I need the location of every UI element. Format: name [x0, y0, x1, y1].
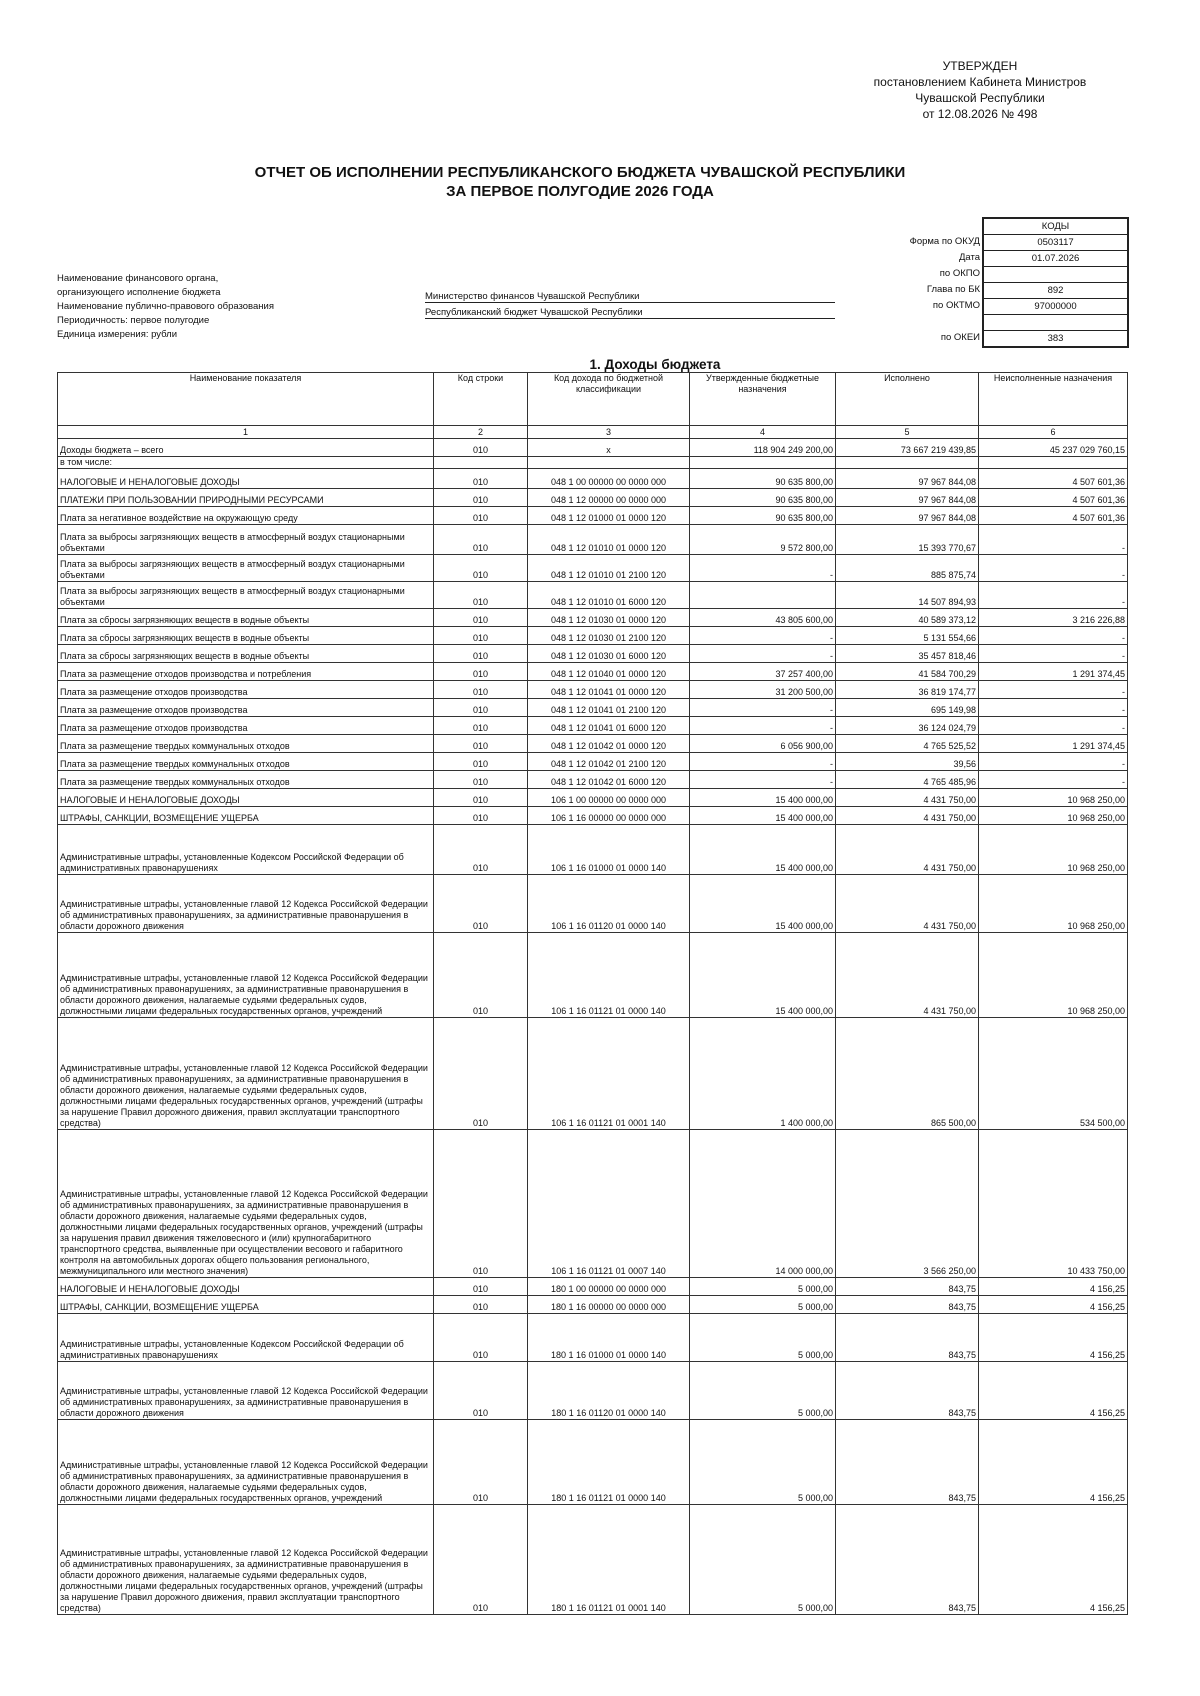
code-label-okei: по ОКЕИ	[940, 332, 980, 343]
row-unexecuted-value: 1 291 374,45	[979, 663, 1128, 681]
table-row	[58, 609, 1128, 627]
row-approved-value: 90 635 800,00	[690, 469, 836, 489]
row-line-code: 010	[434, 1505, 528, 1615]
row-executed-value: 15 393 770,67	[836, 525, 979, 555]
row-indicator-name: Доходы бюджета – всего	[58, 439, 434, 457]
row-executed-value: 3 566 250,00	[836, 1130, 979, 1278]
row-line-code: 010	[434, 717, 528, 735]
row-approved-value: 43 805 600,00	[690, 609, 836, 627]
row-unexecuted-value: 4 507 601,36	[979, 469, 1128, 489]
row-unexecuted-value: 10 968 250,00	[979, 875, 1128, 933]
table-row	[58, 717, 1128, 735]
row-executed-value: 73 667 219 439,85	[836, 439, 979, 457]
row-line-code: 010	[434, 735, 528, 753]
entity-label: Наименование публично-правового образования	[57, 301, 274, 312]
row-unexecuted-value: -	[979, 645, 1128, 663]
entity-value: Республиканский бюджет Чувашской Республики	[425, 307, 835, 319]
row-kbk-code: 048 1 12 01042 01 0000 120	[528, 735, 690, 753]
row-approved-value: 37 257 400,00	[690, 663, 836, 681]
row-indicator-name: Плата за размещение твердых коммунальных отходов	[58, 735, 434, 753]
row-unexecuted-value: 10 968 250,00	[979, 807, 1128, 825]
table-header-row	[58, 373, 1128, 426]
row-indicator-name: ШТРАФЫ, САНКЦИИ, ВОЗМЕЩЕНИЕ УЩЕРБА	[58, 1296, 434, 1314]
row-kbk-code: 106 1 16 01121 01 0000 140	[528, 933, 690, 1018]
row-approved-value	[690, 582, 836, 609]
row-kbk-code: 106 1 16 01000 01 0000 140	[528, 825, 690, 875]
row-kbk-code: 106 1 00 00000 00 0000 000	[528, 789, 690, 807]
row-executed-value: 843,75	[836, 1420, 979, 1505]
row-approved-value: 15 400 000,00	[690, 825, 836, 875]
row-line-code: 010	[434, 645, 528, 663]
row-unexecuted-value: 4 156,25	[979, 1505, 1128, 1615]
row-unexecuted-value: 45 237 029 760,15	[979, 439, 1128, 457]
row-line-code: 010	[434, 489, 528, 507]
row-indicator-name: НАЛОГОВЫЕ И НЕНАЛОГОВЫЕ ДОХОДЫ	[58, 469, 434, 489]
row-executed-value: 36 124 024,79	[836, 717, 979, 735]
col-number: 3	[528, 426, 690, 439]
table-row	[58, 807, 1128, 825]
table-row	[58, 582, 1128, 609]
row-approved-value: 5 000,00	[690, 1296, 836, 1314]
row-executed-value: 885 875,74	[836, 555, 979, 582]
report-title	[80, 163, 1080, 201]
row-indicator-name: Административные штрафы, установленные Кодексом Российской Федерации об административных правонарушениях	[58, 825, 434, 875]
column-numbers-row	[58, 426, 1128, 439]
row-kbk-code: 106 1 16 00000 00 0000 000	[528, 807, 690, 825]
row-kbk-code: 180 1 16 01121 01 0001 140	[528, 1505, 690, 1615]
row-indicator-name: в том числе:	[58, 457, 434, 469]
table-body	[58, 439, 1128, 1615]
row-indicator-name: НАЛОГОВЫЕ И НЕНАЛОГОВЫЕ ДОХОДЫ	[58, 789, 434, 807]
col-number: 2	[434, 426, 528, 439]
row-indicator-name: Плата за сбросы загрязняющих веществ в водные объекты	[58, 645, 434, 663]
unit-label: Единица измерения: рубли	[57, 329, 178, 340]
row-executed-value: 4 431 750,00	[836, 825, 979, 875]
row-approved-value: 14 000 000,00	[690, 1130, 836, 1278]
table-row	[58, 789, 1128, 807]
row-kbk-code: 180 1 16 01000 01 0000 140	[528, 1314, 690, 1362]
row-indicator-name: Плата за размещение отходов производства	[58, 681, 434, 699]
row-approved-value: -	[690, 753, 836, 771]
row-unexecuted-value: -	[979, 555, 1128, 582]
row-executed-value: 97 967 844,08	[836, 489, 979, 507]
header-unexecuted: Неисполненные назначения	[979, 373, 1128, 426]
approval-line-3: Чувашской Республики	[915, 91, 1045, 105]
row-unexecuted-value: 4 156,25	[979, 1420, 1128, 1505]
row-indicator-name: Плата за сбросы загрязняющих веществ в водные объекты	[58, 609, 434, 627]
row-indicator-name: Плата за размещение отходов производства	[58, 699, 434, 717]
row-executed-value: 4 765 525,52	[836, 735, 979, 753]
row-unexecuted-value: -	[979, 699, 1128, 717]
row-indicator-name: Административные штрафы, установленные главой 12 Кодекса Российской Федерации об административных правонарушениях, за административные правонарушения в области дорожного движения	[58, 1362, 434, 1420]
row-indicator-name: Административные штрафы, установленные главой 12 Кодекса Российской Федерации об административных правонарушениях, за административные правонарушения в области дорожного движения, налагаемые судьями федеральных судов, должностными лицами федеральных государственных органов, учреждений (штрафы за нарушения правил движения тяжеловесного и (или) крупногабаритного транспортного средства, выявленные при осуществлении весового и габаритного контроля на автомобильных дорогах общего пользования регионального, межмуниципального или местного значения)	[58, 1130, 434, 1278]
code-value-bk: 892	[983, 283, 1128, 299]
row-executed-value: 843,75	[836, 1278, 979, 1296]
header-line-code: Код строки	[434, 373, 528, 426]
row-kbk-code: 180 1 16 00000 00 0000 000	[528, 1296, 690, 1314]
header-indicator: Наименование показателя	[58, 373, 434, 426]
row-executed-value: 97 967 844,08	[836, 507, 979, 525]
table-row	[58, 1018, 1128, 1130]
row-line-code: 010	[434, 555, 528, 582]
row-unexecuted-value: -	[979, 753, 1128, 771]
row-executed-value: 843,75	[836, 1296, 979, 1314]
table-row	[58, 439, 1128, 457]
row-indicator-name: Плата за выбросы загрязняющих веществ в атмосферный воздух стационарными объектами	[58, 582, 434, 609]
row-executed-value: 843,75	[836, 1362, 979, 1420]
row-line-code: 010	[434, 1420, 528, 1505]
row-unexecuted-value: 4 156,25	[979, 1296, 1128, 1314]
fin-org-value: Министерство финансов Чувашской Республики	[425, 291, 835, 303]
codes-box	[982, 217, 1129, 348]
report-title-line-1: ОТЧЕТ ОБ ИСПОЛНЕНИИ РЕСПУБЛИКАНСКОГО БЮДЖЕТА ЧУВАШСКОЙ РЕСПУБЛИКИ	[254, 164, 906, 181]
row-approved-value: 5 000,00	[690, 1314, 836, 1362]
row-indicator-name: ПЛАТЕЖИ ПРИ ПОЛЬЗОВАНИИ ПРИРОДНЫМИ РЕСУРСАМИ	[58, 489, 434, 507]
table-row	[58, 735, 1128, 753]
row-approved-value: 15 400 000,00	[690, 807, 836, 825]
row-executed-value: 4 431 750,00	[836, 807, 979, 825]
row-kbk-code: 048 1 12 01042 01 2100 120	[528, 753, 690, 771]
row-indicator-name: Административные штрафы, установленные главой 12 Кодекса Российской Федерации об административных правонарушениях, за административные правонарушения в области дорожного движения, налагаемые судьями федеральных судов, должностными лицами федеральных государственных органов, учреждений	[58, 933, 434, 1018]
row-kbk-code: 180 1 00 00000 00 0000 000	[528, 1278, 690, 1296]
row-executed-value: 843,75	[836, 1505, 979, 1615]
row-unexecuted-value: -	[979, 627, 1128, 645]
row-line-code: 010	[434, 771, 528, 789]
row-approved-value: 118 904 249 200,00	[690, 439, 836, 457]
row-indicator-name: Плата за размещение отходов производства	[58, 717, 434, 735]
row-indicator-name: Плата за выбросы загрязняющих веществ в атмосферный воздух стационарными объектами	[58, 555, 434, 582]
row-kbk-code: 048 1 12 01010 01 2100 120	[528, 555, 690, 582]
table-row	[58, 507, 1128, 525]
approval-line-2: постановлением Кабинета Министров	[873, 75, 1087, 89]
row-line-code: 010	[434, 1362, 528, 1420]
row-line-code: 010	[434, 789, 528, 807]
row-approved-value: 90 635 800,00	[690, 507, 836, 525]
row-approved-value: 15 400 000,00	[690, 875, 836, 933]
row-approved-value: 15 400 000,00	[690, 789, 836, 807]
row-line-code: 010	[434, 699, 528, 717]
row-unexecuted-value: -	[979, 681, 1128, 699]
row-kbk-code: 048 1 12 01030 01 6000 120	[528, 645, 690, 663]
row-indicator-name: Плата за негативное воздействие на окружающую среду	[58, 507, 434, 525]
row-approved-value: 5 000,00	[690, 1505, 836, 1615]
row-executed-value: 4 431 750,00	[836, 933, 979, 1018]
table-row	[58, 525, 1128, 555]
row-unexecuted-value: 4 507 601,36	[979, 489, 1128, 507]
row-executed-value: 36 819 174,77	[836, 681, 979, 699]
row-kbk-code: 048 1 12 01030 01 2100 120	[528, 627, 690, 645]
code-label-blank	[830, 314, 980, 330]
row-unexecuted-value: -	[979, 525, 1128, 555]
row-indicator-name: Административные штрафы, установленные главой 12 Кодекса Российской Федерации об административных правонарушениях, за административные правонарушения в области дорожного движения, налагаемые судьями федеральных судов, должностными лицами федеральных государственных органов, учреждений (штрафы за нарушение Правил дорожного движения, правил эксплуатации транспортного средства)	[58, 1505, 434, 1615]
row-line-code: 010	[434, 1018, 528, 1130]
row-executed-value: 41 584 700,29	[836, 663, 979, 681]
table-row	[58, 1362, 1128, 1420]
row-approved-value: 90 635 800,00	[690, 489, 836, 507]
row-line-code: 010	[434, 507, 528, 525]
table-row	[58, 555, 1128, 582]
table-row	[58, 825, 1128, 875]
col-number: 4	[690, 426, 836, 439]
header-executed: Исполнено	[836, 373, 979, 426]
report-title-line-2: ЗА ПЕРВОЕ ПОЛУГОДИЕ 2026 ГОДА	[446, 183, 714, 200]
code-label-oktmo: по ОКТМО	[932, 300, 980, 311]
row-line-code: 010	[434, 875, 528, 933]
table-row	[58, 457, 1128, 469]
codes-header: КОДЫ	[983, 218, 1128, 235]
row-kbk-code: 180 1 16 01121 01 0000 140	[528, 1420, 690, 1505]
header-kbk: Код дохода по бюджетной классификации	[528, 373, 690, 426]
row-unexecuted-value: 534 500,00	[979, 1018, 1128, 1130]
table-row	[58, 753, 1128, 771]
row-indicator-name: Плата за размещение отходов производства и потребления	[58, 663, 434, 681]
approval-stamp	[830, 58, 1130, 122]
revenue-table	[57, 372, 1128, 1615]
code-value-oktmo: 97000000	[983, 299, 1128, 315]
row-unexecuted-value: -	[979, 582, 1128, 609]
row-kbk-code: 048 1 00 00000 00 0000 000	[528, 469, 690, 489]
row-approved-value: -	[690, 699, 836, 717]
row-line-code: 010	[434, 807, 528, 825]
row-approved-value: 1 400 000,00	[690, 1018, 836, 1130]
row-indicator-name: Плата за выбросы загрязняющих веществ в атмосферный воздух стационарными объектами	[58, 525, 434, 555]
row-unexecuted-value: -	[979, 717, 1128, 735]
row-executed-value: 14 507 894,93	[836, 582, 979, 609]
row-line-code: 010	[434, 469, 528, 489]
row-approved-value: -	[690, 627, 836, 645]
row-unexecuted-value: -	[979, 771, 1128, 789]
row-unexecuted-value: 1 291 374,45	[979, 735, 1128, 753]
row-indicator-name: НАЛОГОВЫЕ И НЕНАЛОГОВЫЕ ДОХОДЫ	[58, 1278, 434, 1296]
row-kbk-code: 106 1 16 01121 01 0001 140	[528, 1018, 690, 1130]
table-row	[58, 771, 1128, 789]
code-value-date: 01.07.2026	[983, 251, 1128, 267]
row-unexecuted-value	[979, 457, 1128, 469]
report-meta	[57, 272, 274, 342]
row-indicator-name: Административные штрафы, установленные главой 12 Кодекса Российской Федерации об административных правонарушениях, за административные правонарушения в области дорожного движения	[58, 875, 434, 933]
approval-line-1: УТВЕРЖДЕН	[942, 59, 1018, 73]
table-row	[58, 681, 1128, 699]
row-line-code	[434, 457, 528, 469]
row-executed-value: 4 431 750,00	[836, 875, 979, 933]
code-value-okpo	[983, 267, 1128, 283]
row-approved-value: 5 000,00	[690, 1278, 836, 1296]
row-approved-value: -	[690, 771, 836, 789]
table-row	[58, 645, 1128, 663]
row-kbk-code: 180 1 16 01120 01 0000 140	[528, 1362, 690, 1420]
row-line-code: 010	[434, 663, 528, 681]
table-row	[58, 489, 1128, 507]
table-row	[58, 1296, 1128, 1314]
table-row	[58, 469, 1128, 489]
row-unexecuted-value: 4 156,25	[979, 1278, 1128, 1296]
row-indicator-name: ШТРАФЫ, САНКЦИИ, ВОЗМЕЩЕНИЕ УЩЕРБА	[58, 807, 434, 825]
row-kbk-code: 048 1 12 01010 01 6000 120	[528, 582, 690, 609]
row-executed-value: 865 500,00	[836, 1018, 979, 1130]
row-line-code: 010	[434, 753, 528, 771]
row-line-code: 010	[434, 627, 528, 645]
table-row	[58, 1278, 1128, 1296]
fin-org-label-2: организующего исполнение бюджета	[57, 287, 221, 298]
row-kbk-code: 048 1 12 01042 01 6000 120	[528, 771, 690, 789]
row-unexecuted-value: 10 968 250,00	[979, 825, 1128, 875]
table-row	[58, 663, 1128, 681]
row-unexecuted-value: 4 156,25	[979, 1314, 1128, 1362]
row-indicator-name: Административные штрафы, установленные главой 12 Кодекса Российской Федерации об административных правонарушениях, за административные правонарушения в области дорожного движения, налагаемые судьями федеральных судов, должностными лицами федеральных государственных органов, учреждений	[58, 1420, 434, 1505]
header-approved: Утвержденные бюджетные назначения	[690, 373, 836, 426]
codes-labels	[830, 234, 980, 346]
col-number: 6	[979, 426, 1128, 439]
row-unexecuted-value: 10 433 750,00	[979, 1130, 1128, 1278]
row-executed-value: 35 457 818,46	[836, 645, 979, 663]
table-row	[58, 699, 1128, 717]
row-approved-value	[690, 457, 836, 469]
row-kbk-code: 048 1 12 01040 01 0000 120	[528, 663, 690, 681]
row-executed-value: 97 967 844,08	[836, 469, 979, 489]
row-executed-value: 39,56	[836, 753, 979, 771]
table-row	[58, 933, 1128, 1018]
row-executed-value: 5 131 554,66	[836, 627, 979, 645]
code-value-okud: 0503117	[983, 235, 1128, 251]
row-executed-value	[836, 457, 979, 469]
col-number: 5	[836, 426, 979, 439]
fin-org-label-1: Наименование финансового органа,	[57, 273, 219, 284]
row-approved-value: -	[690, 645, 836, 663]
code-label-okud: Форма по ОКУД	[909, 236, 980, 247]
table-row	[58, 1505, 1128, 1615]
row-kbk-code: 106 1 16 01120 01 0000 140	[528, 875, 690, 933]
code-label-bk: Глава по БК	[926, 284, 980, 295]
row-line-code: 010	[434, 825, 528, 875]
code-label-date: Дата	[958, 252, 980, 263]
row-unexecuted-value: 4 507 601,36	[979, 507, 1128, 525]
row-kbk-code	[528, 457, 690, 469]
row-unexecuted-value: 4 156,25	[979, 1362, 1128, 1420]
row-kbk-code: 106 1 16 01121 01 0007 140	[528, 1130, 690, 1278]
row-approved-value: 5 000,00	[690, 1420, 836, 1505]
row-kbk-code: 048 1 12 01030 01 0000 120	[528, 609, 690, 627]
row-approved-value: -	[690, 717, 836, 735]
row-executed-value: 4 431 750,00	[836, 789, 979, 807]
row-line-code: 010	[434, 933, 528, 1018]
row-line-code: 010	[434, 582, 528, 609]
row-executed-value: 40 589 373,12	[836, 609, 979, 627]
row-unexecuted-value: 10 968 250,00	[979, 933, 1128, 1018]
row-line-code: 010	[434, 1130, 528, 1278]
table-row	[58, 1314, 1128, 1362]
row-line-code: 010	[434, 681, 528, 699]
row-line-code: 010	[434, 609, 528, 627]
row-executed-value: 843,75	[836, 1314, 979, 1362]
row-kbk-code: x	[528, 439, 690, 457]
section-title: 1. Доходы бюджета	[589, 357, 721, 372]
row-line-code: 010	[434, 1278, 528, 1296]
row-unexecuted-value: 3 216 226,88	[979, 609, 1128, 627]
table-row	[58, 1130, 1128, 1278]
row-unexecuted-value: 10 968 250,00	[979, 789, 1128, 807]
row-kbk-code: 048 1 12 01041 01 0000 120	[528, 681, 690, 699]
row-kbk-code: 048 1 12 01041 01 6000 120	[528, 717, 690, 735]
approval-line-4: от 12.08.2026 № 498	[922, 107, 1038, 121]
row-kbk-code: 048 1 12 01041 01 2100 120	[528, 699, 690, 717]
row-kbk-code: 048 1 12 01000 01 0000 120	[528, 507, 690, 525]
row-approved-value: 5 000,00	[690, 1362, 836, 1420]
table-row	[58, 1420, 1128, 1505]
table-row	[58, 875, 1128, 933]
row-approved-value: 9 572 800,00	[690, 525, 836, 555]
row-kbk-code: 048 1 12 00000 00 0000 000	[528, 489, 690, 507]
row-executed-value: 695 149,98	[836, 699, 979, 717]
table-row	[58, 627, 1128, 645]
row-indicator-name: Административные штрафы, установленные главой 12 Кодекса Российской Федерации об административных правонарушениях, за административные правонарушения в области дорожного движения, налагаемые судьями федеральных судов, должностными лицами федеральных государственных органов, учреждений (штрафы за нарушение Правил дорожного движения, правил эксплуатации транспортного средства)	[58, 1018, 434, 1130]
row-line-code: 010	[434, 1296, 528, 1314]
row-line-code: 010	[434, 1314, 528, 1362]
row-kbk-code: 048 1 12 01010 01 0000 120	[528, 525, 690, 555]
row-approved-value: 6 056 900,00	[690, 735, 836, 753]
row-approved-value: 15 400 000,00	[690, 933, 836, 1018]
code-value-okei: 383	[983, 331, 1128, 348]
row-indicator-name: Плата за размещение твердых коммунальных отходов	[58, 771, 434, 789]
row-executed-value: 4 765 485,96	[836, 771, 979, 789]
row-line-code: 010	[434, 525, 528, 555]
row-line-code: 010	[434, 439, 528, 457]
row-indicator-name: Плата за сбросы загрязняющих веществ в водные объекты	[58, 627, 434, 645]
row-approved-value: -	[690, 555, 836, 582]
row-indicator-name: Административные штрафы, установленные Кодексом Российской Федерации об административных правонарушениях	[58, 1314, 434, 1362]
col-number: 1	[58, 426, 434, 439]
code-label-okpo: по ОКПО	[939, 268, 980, 279]
row-indicator-name: Плата за размещение твердых коммунальных отходов	[58, 753, 434, 771]
row-approved-value: 31 200 500,00	[690, 681, 836, 699]
code-value-blank	[983, 315, 1128, 331]
period-label: Периодичность: первое полугодие	[57, 315, 210, 326]
